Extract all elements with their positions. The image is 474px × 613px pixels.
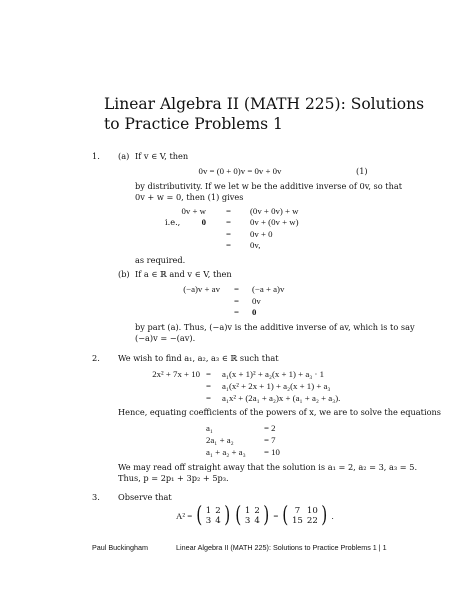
matrix-cell: 4 xyxy=(215,516,221,526)
matrix-cell: 2 xyxy=(215,506,221,516)
align3-row1-rhs: a₁(x + 1)² + a₂(x + 1) + a₃ · 1 xyxy=(222,369,325,379)
align1-row1-rhs: (0v + 0v) + w xyxy=(250,206,299,216)
matrix-cell: 10 xyxy=(306,506,318,516)
align1-row2-rel: = xyxy=(226,217,231,227)
part-b-text-2: (−a)v = −(av). xyxy=(135,333,196,343)
part-b-intro: If a ∈ ℝ and v ∈ V, then xyxy=(135,269,232,279)
page-title-line-2: to Practice Problems 1 xyxy=(104,115,283,133)
part-b-label: (b) xyxy=(118,269,130,279)
problem-2-number: 2. xyxy=(92,353,100,363)
problem-3-intro: Observe that xyxy=(118,492,172,502)
align1-row2-prefix: i.e., xyxy=(165,217,181,227)
matrix-equation-period: . xyxy=(331,511,334,521)
system-row1-lhs: a₁ xyxy=(206,423,213,433)
align2-row2-rhs: 0v xyxy=(252,296,261,306)
align3-row2-rhs: a₁(x² + 2x + 1) + a₂(x + 1) + a₃ xyxy=(222,381,331,391)
matrix-a-right: ( 1 2 3 4 ) xyxy=(235,503,270,528)
equation-1-tag: (1) xyxy=(356,166,368,176)
system-row3-lhs: a₁ + a₂ + a₃ xyxy=(206,447,246,457)
align3-row3-rhs: a₁x² + (2a₁ + a₂)x + (a₁ + a₂ + a₃). xyxy=(222,393,341,403)
problem-2-conclusion-2: Thus, p = 2p₁ + 3p₂ + 5p₃. xyxy=(118,473,229,483)
problem-2-mid-text: Hence, equating coefficients of the powers of x, we are to solve the equations xyxy=(118,407,441,417)
footer-course: Linear Algebra II (MATH 225): Solutions to Practice Problems 1 | 1 xyxy=(176,543,387,552)
matrix-cell: 3 xyxy=(244,516,251,526)
align1-row3-rel: = xyxy=(226,229,231,239)
matrix-equation xyxy=(176,505,334,527)
align2-row1-lhs: (−a)v + av xyxy=(183,284,220,294)
part-a-label: (a) xyxy=(118,151,130,161)
align2-row3-rel: = xyxy=(234,307,239,317)
matrix-a-left: ( 1 2 3 4 ) xyxy=(196,503,230,528)
problem-2-conclusion-1: We may read off straight away that the solution is a₁ = 2, a₂ = 3, a₃ = 5. xyxy=(118,462,418,472)
system-row2-lhs: 2a₁ + a₂ xyxy=(206,435,234,445)
system-row3-rhs: = 10 xyxy=(264,447,280,457)
align3-row1-lhs: 2x² + 7x + 10 xyxy=(152,369,200,379)
part-a-conclusion: as required. xyxy=(135,255,186,265)
align1-row3-rhs: 0v + 0 xyxy=(250,229,273,239)
problem-1-number: 1. xyxy=(92,151,100,161)
footer-author: Paul Buckingham xyxy=(92,543,148,552)
align1-row2-rhs: 0v + (0v + w) xyxy=(250,217,299,227)
align1-row1-lhs: 0v + w xyxy=(181,206,206,216)
align1-row1-rel: = xyxy=(226,206,231,216)
align2-row1-rhs: (−a + a)v xyxy=(252,284,285,294)
align2-row2-rel: = xyxy=(234,296,239,306)
matrix-result: ( 7 10 15 22 ) xyxy=(282,503,328,528)
system-row2-rhs: = 7 xyxy=(264,435,276,445)
align1-row2-lhs: 0 xyxy=(201,217,206,227)
matrix-cell: 1 xyxy=(244,506,251,516)
align3-row1-rel: = xyxy=(206,369,211,379)
matrix-cell: 2 xyxy=(254,506,260,516)
part-a-text-1: by distributivity. If we let w be the additive inverse of 0v, so that xyxy=(135,181,403,191)
align1-row4-rel: = xyxy=(226,240,231,250)
align2-row3-rhs: 0 xyxy=(252,307,257,317)
align3-row2-rel: = xyxy=(206,381,211,391)
matrix-cell: 22 xyxy=(306,516,318,526)
matrix-equals-sign: = xyxy=(273,511,279,521)
system-row1-rhs: = 2 xyxy=(264,423,276,433)
part-a-text-2: 0v + w = 0, then (1) gives xyxy=(135,192,244,202)
equation-1: 0v = (0 + 0)v = 0v + 0v xyxy=(198,166,282,176)
matrix-cell: 1 xyxy=(205,506,212,516)
matrix-cell: 15 xyxy=(291,516,303,526)
align2-row1-rel: = xyxy=(234,284,239,294)
matrix-cell: 7 xyxy=(294,506,301,516)
page-title-line-1: Linear Algebra II (MATH 225): Solutions xyxy=(104,95,425,113)
matrix-cell: 4 xyxy=(254,516,260,526)
problem-2-intro: We wish to find a₁, a₂, a₃ ∈ ℝ such that xyxy=(118,353,279,363)
part-a-intro: If v ∈ V, then xyxy=(135,151,189,161)
align1-row4-rhs: 0v, xyxy=(250,240,261,250)
matrix-cell: 3 xyxy=(205,516,212,526)
part-b-text-1: by part (a). Thus, (−a)v is the additive inverse of av, which is to say xyxy=(135,322,415,332)
matrix-equation-lhs: A² = xyxy=(176,511,193,521)
align3-row3-rel: = xyxy=(206,393,211,403)
problem-3-number: 3. xyxy=(92,492,100,502)
